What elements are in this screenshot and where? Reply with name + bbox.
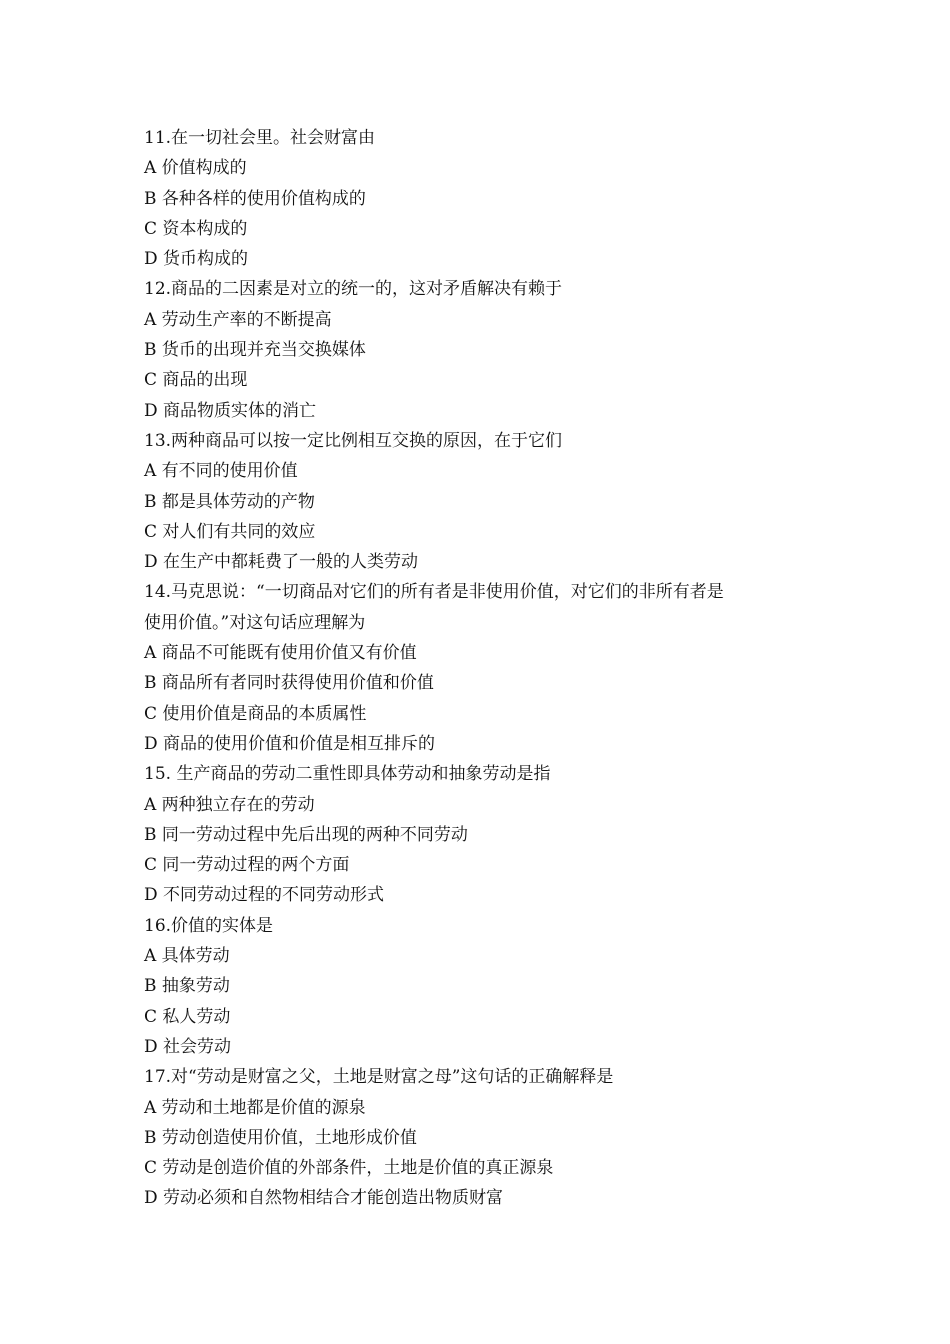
option-d: D 社会劳动	[144, 1036, 232, 1057]
option-d: D 货币构成的	[144, 249, 249, 270]
option-d: D 商品物质实体的消亡	[144, 400, 317, 421]
question-stem: 11.在一切社会里。社会财富由	[144, 128, 376, 148]
option-b: B 都是具体劳动的产物	[144, 491, 315, 512]
option-c: C 同一劳动过程的两个方面	[144, 855, 350, 876]
option-d: D 不同劳动过程的不同劳动形式	[144, 885, 385, 906]
option-c: C 劳动是创造价值的外部条件，土地是价值的真正源泉	[144, 1158, 554, 1179]
option-b: B 各种各样的使用价值构成的	[144, 188, 366, 209]
question-stem: 14.马克思说：“一切商品对它们的所有者是非使用价值，对它们的非所有者是	[144, 582, 724, 603]
question-16	[144, 911, 824, 1062]
option-c: C 私人劳动	[144, 1006, 231, 1027]
question-17	[144, 1062, 824, 1213]
question-stem: 17.对“劳动是财富之父，土地是财富之母”这句话的正确解释是	[144, 1067, 614, 1088]
option-b: B 同一劳动过程中先后出现的两种不同劳动	[144, 824, 468, 845]
question-stem: 15. 生产商品的劳动二重性即具体劳动和抽象劳动是指	[144, 764, 551, 785]
question-12	[144, 274, 824, 425]
document-page	[144, 123, 824, 1214]
option-a: A 商品不可能既有使用价值又有价值	[144, 643, 417, 664]
option-a: A 劳动生产率的不断提高	[144, 309, 332, 330]
option-b: B 劳动创造使用价值，土地形成价值	[144, 1127, 417, 1148]
option-b: B 货币的出现并充当交换媒体	[144, 340, 366, 361]
option-c: C 对人们有共同的效应	[144, 521, 316, 542]
question-14	[144, 577, 824, 759]
option-d: D 劳动必须和自然物相结合才能创造出物质财富	[144, 1188, 504, 1209]
question-11	[144, 123, 824, 274]
question-stem-continued: 使用价值。”对这句话应理解为	[144, 612, 366, 633]
question-stem: 16.价值的实体是	[144, 915, 274, 936]
option-a: A 价值构成的	[144, 158, 247, 179]
option-b: B 抽象劳动	[144, 976, 230, 997]
question-13	[144, 426, 824, 577]
option-a: A 有不同的使用价值	[144, 461, 298, 482]
option-a: A 劳动和土地都是价值的源泉	[144, 1097, 366, 1118]
option-d: D 在生产中都耗费了一般的人类劳动	[144, 552, 419, 573]
option-a: A 两种独立存在的劳动	[144, 794, 315, 815]
question-stem: 12.商品的二因素是对立的统一的，这对矛盾解决有赖于	[144, 279, 563, 300]
option-d: D 商品的使用价值和价值是相互排斥的	[144, 733, 436, 754]
option-c: C 资本构成的	[144, 218, 248, 239]
question-stem: 13.两种商品可以按一定比例相互交换的原因，在于它们	[144, 430, 563, 451]
question-15	[144, 759, 824, 910]
option-c: C 商品的出现	[144, 370, 248, 391]
option-a: A 具体劳动	[144, 946, 230, 967]
option-c: C 使用价值是商品的本质属性	[144, 703, 367, 724]
option-b: B 商品所有者同时获得使用价值和价值	[144, 673, 434, 694]
